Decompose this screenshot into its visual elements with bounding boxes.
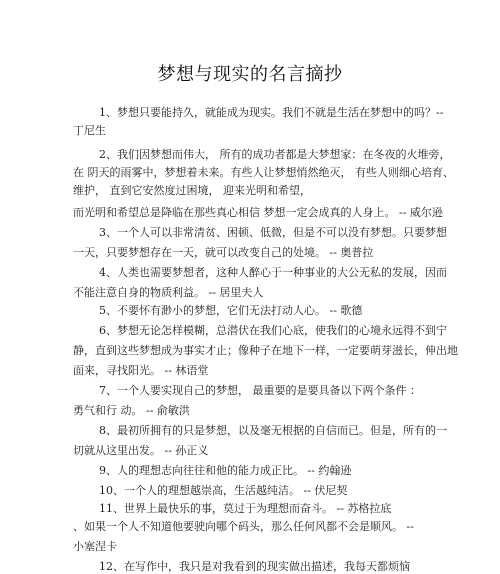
text-line: 6、梦想无论怎样模糊，总潜伏在我们心底，使我们的心境永远得不到宁: [99, 324, 447, 337]
text-line: 而光明和希望总是降临在那些真心相信 梦想一定会成真的人身上。 -- 威尔逊: [73, 206, 443, 219]
text-line: 、如果一个人不知道他要驶向哪个码头，那么任何风都不会是顺风。 --: [73, 520, 414, 533]
text-line: 勇气和行 动。 -- 俞敏洪: [73, 404, 190, 417]
text-line: 3、一个人可以非常清贫、困顿、低微，但是不可以没有梦想。只要梦想: [99, 226, 447, 239]
text-line: 一天，只要梦想存在一天，就可以改变自己的处境。 -- 奥普拉: [73, 246, 374, 259]
text-line: 不能注意自身的物质利益。 -- 居里夫人: [73, 286, 264, 299]
text-line: 5、不要怀有渺小的梦想，它们无法打动人心。 -- 歌德: [99, 304, 363, 317]
text-line: 面来，寻找阳光。 -- 林语堂: [73, 364, 209, 377]
text-line: 1、梦想只要能持久，就能成为现实。我们不就是生活在梦想中的吗？--: [99, 106, 444, 119]
text-line: 2、我们因梦想而伟大， 所有的成功者都是大梦想家：在冬夜的火堆旁，: [99, 148, 451, 161]
text-line: 丁尼生: [73, 124, 106, 137]
text-line: 切就从这里出发。 -- 孙正义: [73, 444, 209, 457]
text-line: 9、人的理想志向往往和他的能力成正比。 -- 约翰逊: [99, 464, 352, 477]
text-line: 12、在写作中，我只是对我看到的现实做出描述，我每天都烦恼: [99, 560, 410, 573]
text-line: 11、世界上最快乐的事，莫过于为理想而奋斗。 -- 苏格拉底: [99, 502, 392, 515]
text-line: 在 阴天的雨雾中，梦想着未来。有些人让梦想悄然绝灭， 有些人则细心培育、: [73, 166, 454, 179]
document-title: 梦想与现实的名言摘抄: [157, 64, 343, 85]
text-line: 小塞涅卡: [73, 540, 117, 553]
text-line: 静，直到这些梦想成为事实才止；像种子在地下一样，一定要萌芽滋长，伸出地: [73, 344, 458, 357]
text-line: 10、一个人的理想越崇高，生活越纯洁。 -- 伏尼契: [99, 484, 348, 497]
text-line: 7、一个人要实现自己的梦想， 最重要的是要具备以下两个条件 ：: [99, 384, 421, 397]
text-line: 维护， 直到它安然度过困境， 迎来光明和希望，: [73, 184, 311, 197]
text-line: 8、最初所拥有的只是梦想，以及毫无根据的自信而已。但是，所有的一: [99, 424, 447, 437]
text-line: 4、人类也需要梦想者，这种人醉心于一种事业的大公无私的发展，因而: [99, 266, 447, 279]
